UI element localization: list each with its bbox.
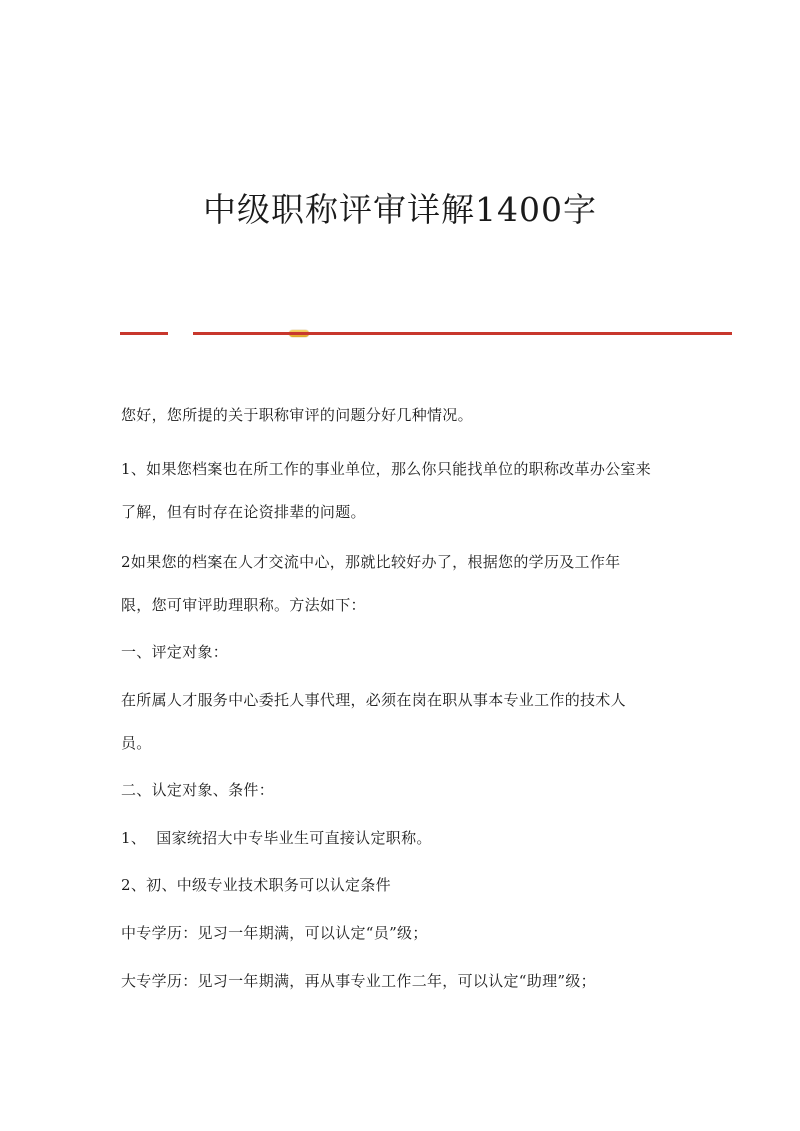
paragraph-case-2-line-2: 限，您可审评助理职称。方法如下： <box>121 596 366 614</box>
paragraph-evaluation-target-line-1: 在所属人才服务中心委托人事代理，必须在岗在职从事本专业工作的技术人 <box>121 691 626 709</box>
condition-junior-college: 大专学历：见习一年期满，再从事专业工作二年，可以认定“助理”级； <box>121 972 596 990</box>
paragraph-case-1-line-2: 了解，但有时存在论资排辈的问题。 <box>121 503 366 521</box>
divider-line-left <box>120 332 168 335</box>
list-item-2: 2、初、中级专业技术职务可以认定条件 <box>121 876 391 894</box>
paragraph-greeting: 您好，您所提的关于职称审评的问题分好几种情况。 <box>121 406 473 424</box>
divider-line-right <box>193 332 732 335</box>
paragraph-case-2-line-1: 2如果您的档案在人才交流中心，那就比较好办了，根据您的学历及工作年 <box>121 553 621 571</box>
page-title: 中级职称评审详解1400字 <box>203 190 597 229</box>
section-heading-2: 二、认定对象、条件： <box>121 781 275 799</box>
condition-secondary-school: 中专学历：见习一年期满，可以认定“员”级； <box>121 924 428 942</box>
list-item-1: 1、 国家统招大中专毕业生可直接认定职称。 <box>121 829 432 847</box>
paragraph-evaluation-target-line-2: 员。 <box>121 734 152 752</box>
section-heading-1: 一、评定对象： <box>121 643 229 661</box>
title-divider <box>120 330 732 338</box>
paragraph-case-1-line-1: 1、如果您档案也在所工作的事业单位，那么你只能找单位的职称改革办公室来 <box>121 460 652 478</box>
